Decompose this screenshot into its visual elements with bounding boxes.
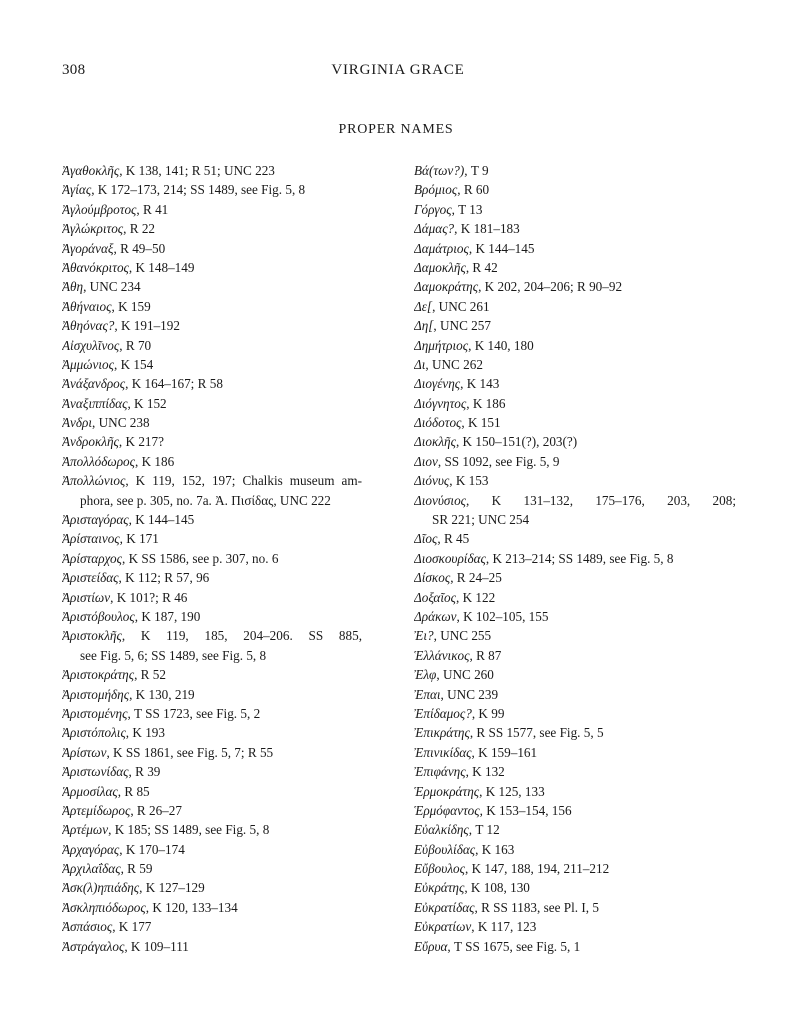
index-entry bbox=[414, 316, 736, 335]
index-entry bbox=[414, 878, 736, 897]
entry-references: , R 49–50 bbox=[113, 240, 166, 256]
entry-name: Ἑρμόφαντος bbox=[414, 802, 480, 818]
entry-references: , K 170–174 bbox=[119, 841, 185, 857]
index-entry bbox=[62, 432, 362, 451]
index-entry bbox=[414, 277, 736, 296]
index-entry bbox=[62, 297, 362, 316]
index-entry bbox=[62, 859, 362, 878]
entry-name: Δαμοκράτης bbox=[414, 279, 479, 295]
index-entry bbox=[62, 937, 362, 956]
entry-name: Ἐπιφάνης bbox=[414, 764, 466, 780]
entry-references: see Fig. 5, 6; SS 1489, see Fig. 5, 8 bbox=[80, 647, 267, 663]
entry-name: Ἀρτεμίδωρος bbox=[62, 802, 131, 818]
entry-references: , K 101?; R 46 bbox=[110, 589, 188, 605]
index-entry bbox=[414, 374, 736, 393]
entry-references: , K 191–192 bbox=[114, 318, 180, 334]
entry-references: , K 122 bbox=[455, 589, 496, 605]
entry-name: Δαμοκλῆς bbox=[414, 259, 466, 275]
entry-name: Ἀριστόβουλος bbox=[62, 608, 135, 624]
entry-name: Ἁρμοσίλας bbox=[62, 783, 118, 799]
entry-name: Ἀριστείδας bbox=[62, 570, 119, 586]
index-entry bbox=[414, 452, 736, 471]
entry-name: Ἐπινικίδας bbox=[414, 744, 472, 760]
entry-name: Εὔβουλος bbox=[414, 861, 465, 877]
entry-name: Δάμας? bbox=[414, 221, 455, 237]
entry-references: , K 187, 190 bbox=[134, 608, 201, 624]
entry-name: Εὐκράτης bbox=[414, 880, 465, 896]
entry-references: , K 125, 133 bbox=[479, 783, 545, 799]
entry-references: , T SS 1675, see Fig. 5, 1 bbox=[447, 938, 581, 954]
entry-references: , SS 1092, see Fig. 5, 9 bbox=[437, 453, 560, 469]
entry-references: , UNC 257 bbox=[433, 318, 491, 334]
section-title: PROPER NAMES bbox=[338, 122, 454, 137]
index-entry bbox=[414, 258, 736, 277]
entry-name: Ἀμμώνιος bbox=[62, 356, 114, 372]
entry-references: , K 186 bbox=[135, 453, 175, 469]
index-entry bbox=[414, 685, 736, 704]
entry-references: , T SS 1723, see Fig. 5, 2 bbox=[127, 705, 261, 721]
index-entry bbox=[62, 801, 362, 820]
index-entry bbox=[62, 626, 362, 645]
entry-name: Ἀπολλόδωρος bbox=[62, 453, 135, 469]
index-entry bbox=[414, 898, 736, 917]
index-entry-continuation bbox=[414, 510, 736, 529]
entry-references: , K SS 1861, see Fig. 5, 7; R 55 bbox=[106, 744, 274, 760]
entry-references: , K 148–149 bbox=[128, 259, 195, 275]
entry-references: , K 153 bbox=[449, 473, 489, 489]
entry-name: Ἀστράγαλος bbox=[62, 938, 125, 954]
entry-references: , K 130, 219 bbox=[129, 686, 195, 702]
index-entry bbox=[414, 743, 736, 762]
index-entry bbox=[62, 568, 362, 587]
entry-references: , R 41 bbox=[136, 201, 169, 217]
entry-name: Ἀνδρι bbox=[62, 415, 93, 431]
index-entry bbox=[414, 646, 736, 665]
index-entry bbox=[414, 471, 736, 490]
index-entry bbox=[414, 529, 736, 548]
index-entry bbox=[414, 801, 736, 820]
entry-references: , K 119, 152, 197; Chalkis museum am- bbox=[125, 473, 362, 489]
entry-name: Δι bbox=[414, 356, 426, 372]
index-entry bbox=[414, 549, 736, 568]
entry-name: Ἀσκ(λ)ηπιάδης bbox=[62, 880, 140, 896]
index-entry bbox=[414, 394, 736, 413]
index-entry bbox=[62, 607, 362, 626]
index-entry bbox=[62, 374, 362, 393]
index-entry bbox=[62, 355, 362, 374]
entry-name: Αἰσχυλῖνος bbox=[62, 337, 120, 353]
index-entry bbox=[414, 180, 736, 199]
index-entry bbox=[62, 840, 362, 859]
entry-references: , K 193 bbox=[125, 725, 165, 741]
index-entry bbox=[62, 336, 362, 355]
entry-name: Γόργος bbox=[414, 201, 452, 217]
entry-name: Ἀριστίων bbox=[62, 589, 111, 605]
entry-references: , T 12 bbox=[468, 822, 500, 838]
entry-references: , K 138, 141; R 51; UNC 223 bbox=[119, 163, 275, 178]
entry-name: Δῖος bbox=[414, 531, 438, 547]
index-entry bbox=[414, 859, 736, 878]
index-entry bbox=[62, 277, 362, 296]
index-entry bbox=[414, 782, 736, 801]
entry-name: Ἀγοράναξ bbox=[62, 240, 114, 256]
entry-references: , K 109–111 bbox=[124, 938, 189, 954]
entry-references: , K 119, 185, 204–206. SS 885, bbox=[121, 628, 362, 644]
index-entry bbox=[414, 432, 736, 451]
entry-references: , UNC 260 bbox=[436, 667, 494, 683]
entry-references: , K 108, 130 bbox=[464, 880, 530, 896]
entry-name: Ἀρίσταινος bbox=[62, 531, 120, 547]
index-entry bbox=[62, 239, 362, 258]
entry-references: , K 171 bbox=[119, 531, 159, 547]
entry-references: , K 140, 180 bbox=[468, 337, 534, 353]
entry-references: , K 153–154, 156 bbox=[479, 802, 572, 818]
index-entry bbox=[62, 665, 362, 684]
entry-references: , K 132 bbox=[465, 764, 505, 780]
entry-name: Εὔρυα bbox=[414, 938, 448, 954]
entry-name: Ἐπίδαμος? bbox=[414, 705, 472, 721]
index-entry bbox=[414, 239, 736, 258]
entry-references: , UNC 239 bbox=[440, 686, 499, 702]
entry-references: phora, see p. 305, no. 7a. Ἀ. Πισίδας, UNC 222 bbox=[80, 492, 331, 508]
index-entry bbox=[414, 917, 736, 936]
entry-name: Ἀρίσταρχος bbox=[62, 550, 122, 566]
index-entry bbox=[414, 413, 736, 432]
index-entry bbox=[414, 626, 736, 645]
entry-references: , K 172–173, 214; SS 1489, see Fig. 5, 8 bbox=[91, 182, 306, 198]
entry-references: , K 120, 133–134 bbox=[145, 899, 238, 915]
index-entry bbox=[62, 762, 362, 781]
entry-name: Ἀπολλώνιος bbox=[62, 473, 126, 489]
entry-name: Εὐαλκίδης bbox=[414, 822, 469, 838]
index-entry bbox=[62, 510, 362, 529]
entry-references: , R 87 bbox=[469, 647, 502, 663]
index-entry bbox=[62, 452, 362, 471]
entry-name: Διόνυς bbox=[414, 473, 450, 489]
index-entry bbox=[62, 685, 362, 704]
index-entry bbox=[414, 588, 736, 607]
page-number: 308 bbox=[62, 62, 86, 78]
entry-name: Βά(των?) bbox=[414, 163, 465, 178]
index-entry bbox=[62, 316, 362, 335]
index-entry bbox=[62, 180, 362, 199]
entry-references: , K 154 bbox=[113, 356, 154, 372]
entry-name: Διονύσιος bbox=[414, 492, 467, 508]
entry-name: Ἀθηόνας? bbox=[62, 318, 115, 334]
entry-references: , R 26–27 bbox=[130, 802, 182, 818]
entry-name: Ἐι? bbox=[414, 628, 434, 644]
index-column-right bbox=[414, 161, 736, 956]
index-entry bbox=[62, 820, 362, 839]
entry-references: , K 164–167; R 58 bbox=[125, 376, 223, 392]
index-entry bbox=[414, 840, 736, 859]
index-entry bbox=[414, 336, 736, 355]
entry-name: Ἑρμοκράτης bbox=[414, 783, 480, 799]
entry-references: , UNC 261 bbox=[432, 298, 490, 314]
index-entry bbox=[62, 743, 362, 762]
entry-references: , K 112; R 57, 96 bbox=[118, 570, 210, 586]
index-entry bbox=[414, 200, 736, 219]
entry-name: Εὐκρατίων bbox=[414, 919, 472, 935]
index-entry bbox=[62, 161, 362, 180]
entry-name: Ἀριστομένης bbox=[62, 705, 128, 721]
index-entry bbox=[414, 937, 736, 956]
entry-name: Δοξαῖος bbox=[414, 589, 456, 605]
index-entry bbox=[414, 219, 736, 238]
index-entry bbox=[62, 219, 362, 238]
entry-references: , K 152 bbox=[127, 395, 167, 411]
index-entry bbox=[62, 413, 362, 432]
index-entry bbox=[62, 258, 362, 277]
entry-references: , K 177 bbox=[112, 919, 152, 935]
index-entry bbox=[62, 704, 362, 723]
entry-references: , R 39 bbox=[128, 764, 161, 780]
entry-name: Ἀσκληπιόδωρος bbox=[62, 899, 146, 915]
running-title: VIRGINIA GRACE bbox=[331, 62, 465, 78]
entry-name: Ἀριστωνίδας bbox=[62, 764, 129, 780]
entry-name: Διον bbox=[414, 453, 438, 469]
entry-name: Ἀθανόκριτος bbox=[62, 259, 129, 275]
entry-name: Διοκλῆς bbox=[414, 434, 456, 450]
entry-name: Διογένης bbox=[414, 376, 461, 392]
entry-references: , R 70 bbox=[119, 337, 152, 353]
entry-name: Δη[ bbox=[414, 318, 434, 334]
entry-name: Ἀγίας bbox=[62, 182, 92, 198]
entry-name: Ἀριστοκλῆς bbox=[62, 628, 122, 644]
entry-references: , K 151 bbox=[461, 415, 501, 431]
running-head bbox=[62, 62, 734, 84]
entry-name: Βρόμιος bbox=[414, 182, 458, 198]
entry-name: Εὐκρατίδας bbox=[414, 899, 475, 915]
entry-references: , K 102–105, 155 bbox=[456, 608, 549, 624]
entry-references: , K 144–145 bbox=[468, 240, 535, 256]
index-entry bbox=[414, 355, 736, 374]
entry-references: , K 150–151(?), 203(?) bbox=[455, 434, 578, 450]
entry-name: Ἀρίστων bbox=[62, 744, 107, 760]
index-entry bbox=[414, 161, 736, 180]
entry-name: Ἀνάξανδρος bbox=[62, 376, 126, 392]
entry-name: Διόγνητος bbox=[414, 395, 467, 411]
entry-references: , R 60 bbox=[457, 182, 490, 198]
index-entry bbox=[414, 297, 736, 316]
index-entry bbox=[62, 471, 362, 490]
index-entry-continuation bbox=[62, 646, 362, 665]
index-entry bbox=[414, 568, 736, 587]
entry-references: , K 144–145 bbox=[128, 512, 195, 528]
entry-references: , K 185; SS 1489, see Fig. 5, 8 bbox=[108, 822, 270, 838]
entry-references: , R SS 1577, see Fig. 5, 5 bbox=[469, 725, 604, 741]
index-entry bbox=[414, 762, 736, 781]
entry-name: Ἀριστομήδης bbox=[62, 686, 130, 702]
entry-references: , K 213–214; SS 1489, see Fig. 5, 8 bbox=[485, 550, 674, 566]
entry-name: Δε[ bbox=[414, 298, 433, 314]
index-entry bbox=[62, 529, 362, 548]
entry-name: Ἀγαθοκλῆς bbox=[62, 163, 120, 178]
entry-references: SR 221; UNC 254 bbox=[432, 512, 530, 528]
entry-name: Δράκων bbox=[414, 608, 457, 624]
entry-references: , R 22 bbox=[123, 221, 156, 237]
entry-name: Ἀριστόπολις bbox=[62, 725, 126, 741]
index-entry bbox=[414, 491, 736, 510]
index-entry bbox=[414, 820, 736, 839]
index-entry bbox=[414, 665, 736, 684]
entry-references: , K 131–132, 175–176, 203, 208; bbox=[466, 492, 736, 508]
entry-name: Ἀναξιππίδας bbox=[62, 395, 128, 411]
entry-name: Διόδοτος bbox=[414, 415, 462, 431]
entry-name: Δημήτριος bbox=[414, 337, 469, 353]
index-entry bbox=[62, 723, 362, 742]
entry-name: Ἐλφ bbox=[414, 667, 437, 683]
entry-references: , R 85 bbox=[117, 783, 150, 799]
entry-name: Ἀθήναιος bbox=[62, 298, 112, 314]
entry-references: , K 163 bbox=[475, 841, 515, 857]
entry-references: , R SS 1183, see Pl. I, 5 bbox=[474, 899, 599, 915]
entry-name: Ἐπαι bbox=[414, 686, 441, 702]
index-entry bbox=[62, 917, 362, 936]
entry-name: Ἀνδροκλῆς bbox=[62, 434, 119, 450]
entry-references: , R 45 bbox=[437, 531, 470, 547]
entry-references: , T 9 bbox=[464, 163, 489, 178]
entry-references: , UNC 262 bbox=[425, 356, 483, 372]
entry-name: Ἑλλάνικος bbox=[414, 647, 470, 663]
entry-references: , K 147, 188, 194, 211–212 bbox=[464, 861, 610, 877]
index-entry bbox=[62, 782, 362, 801]
entry-references: , K 181–183 bbox=[454, 221, 520, 237]
index-entry bbox=[62, 878, 362, 897]
entry-name: Εὐβουλίδας bbox=[414, 841, 476, 857]
entry-references: , R 24–25 bbox=[450, 570, 502, 586]
entry-name: Δίσκος bbox=[414, 570, 451, 586]
entry-references: , K 159–161 bbox=[471, 744, 538, 760]
entry-name: Ἀρισταγόρας bbox=[62, 512, 129, 528]
entry-references: , K 202, 204–206; R 90–92 bbox=[478, 279, 623, 295]
index-entry bbox=[62, 588, 362, 607]
index-entry bbox=[62, 898, 362, 917]
entry-references: , R 42 bbox=[465, 259, 498, 275]
index-entry-continuation bbox=[62, 491, 362, 510]
entry-references: , K 127–129 bbox=[139, 880, 205, 896]
entry-references: , K 186 bbox=[466, 395, 506, 411]
entry-references: , T 13 bbox=[451, 201, 483, 217]
index-entry bbox=[414, 723, 736, 742]
entry-name: Ἀγλώκριτος bbox=[62, 221, 124, 237]
entry-name: Ἀρχιλαΐδας bbox=[62, 861, 121, 877]
entry-name: Ἀγλούμβροτος bbox=[62, 201, 137, 217]
index-entry bbox=[62, 549, 362, 568]
index-entry bbox=[62, 200, 362, 219]
entry-name: Δαμάτριος bbox=[414, 240, 469, 256]
entry-references: , R 59 bbox=[120, 861, 153, 877]
entry-references: , K 99 bbox=[471, 705, 505, 721]
index-entry bbox=[62, 394, 362, 413]
entry-references: , UNC 255 bbox=[433, 628, 492, 644]
entry-name: Ἀρτέμων bbox=[62, 822, 109, 838]
entry-references: , R 52 bbox=[134, 667, 166, 683]
entry-name: Ἀριστοκράτης bbox=[62, 667, 135, 683]
index-column-left bbox=[62, 161, 362, 956]
entry-name: Ἀρχαγόρας bbox=[62, 841, 120, 857]
entry-references: , K 143 bbox=[460, 376, 500, 392]
index-entry bbox=[414, 704, 736, 723]
entry-references: , K 217? bbox=[118, 434, 164, 450]
entry-references: , UNC 238 bbox=[92, 415, 150, 431]
entry-references: , K 117, 123 bbox=[471, 919, 537, 935]
entry-references: , K SS 1586, see p. 307, no. 6 bbox=[122, 550, 279, 566]
entry-references: , K 159 bbox=[111, 298, 151, 314]
entry-name: Ἀσπάσιος bbox=[62, 919, 113, 935]
entry-name: Ἀθη bbox=[62, 279, 84, 295]
entry-name: Διοσκουρίδας bbox=[414, 550, 486, 566]
index-entry bbox=[414, 607, 736, 626]
entry-name: Ἐπικράτης bbox=[414, 725, 470, 741]
entry-references: , UNC 234 bbox=[83, 279, 141, 295]
